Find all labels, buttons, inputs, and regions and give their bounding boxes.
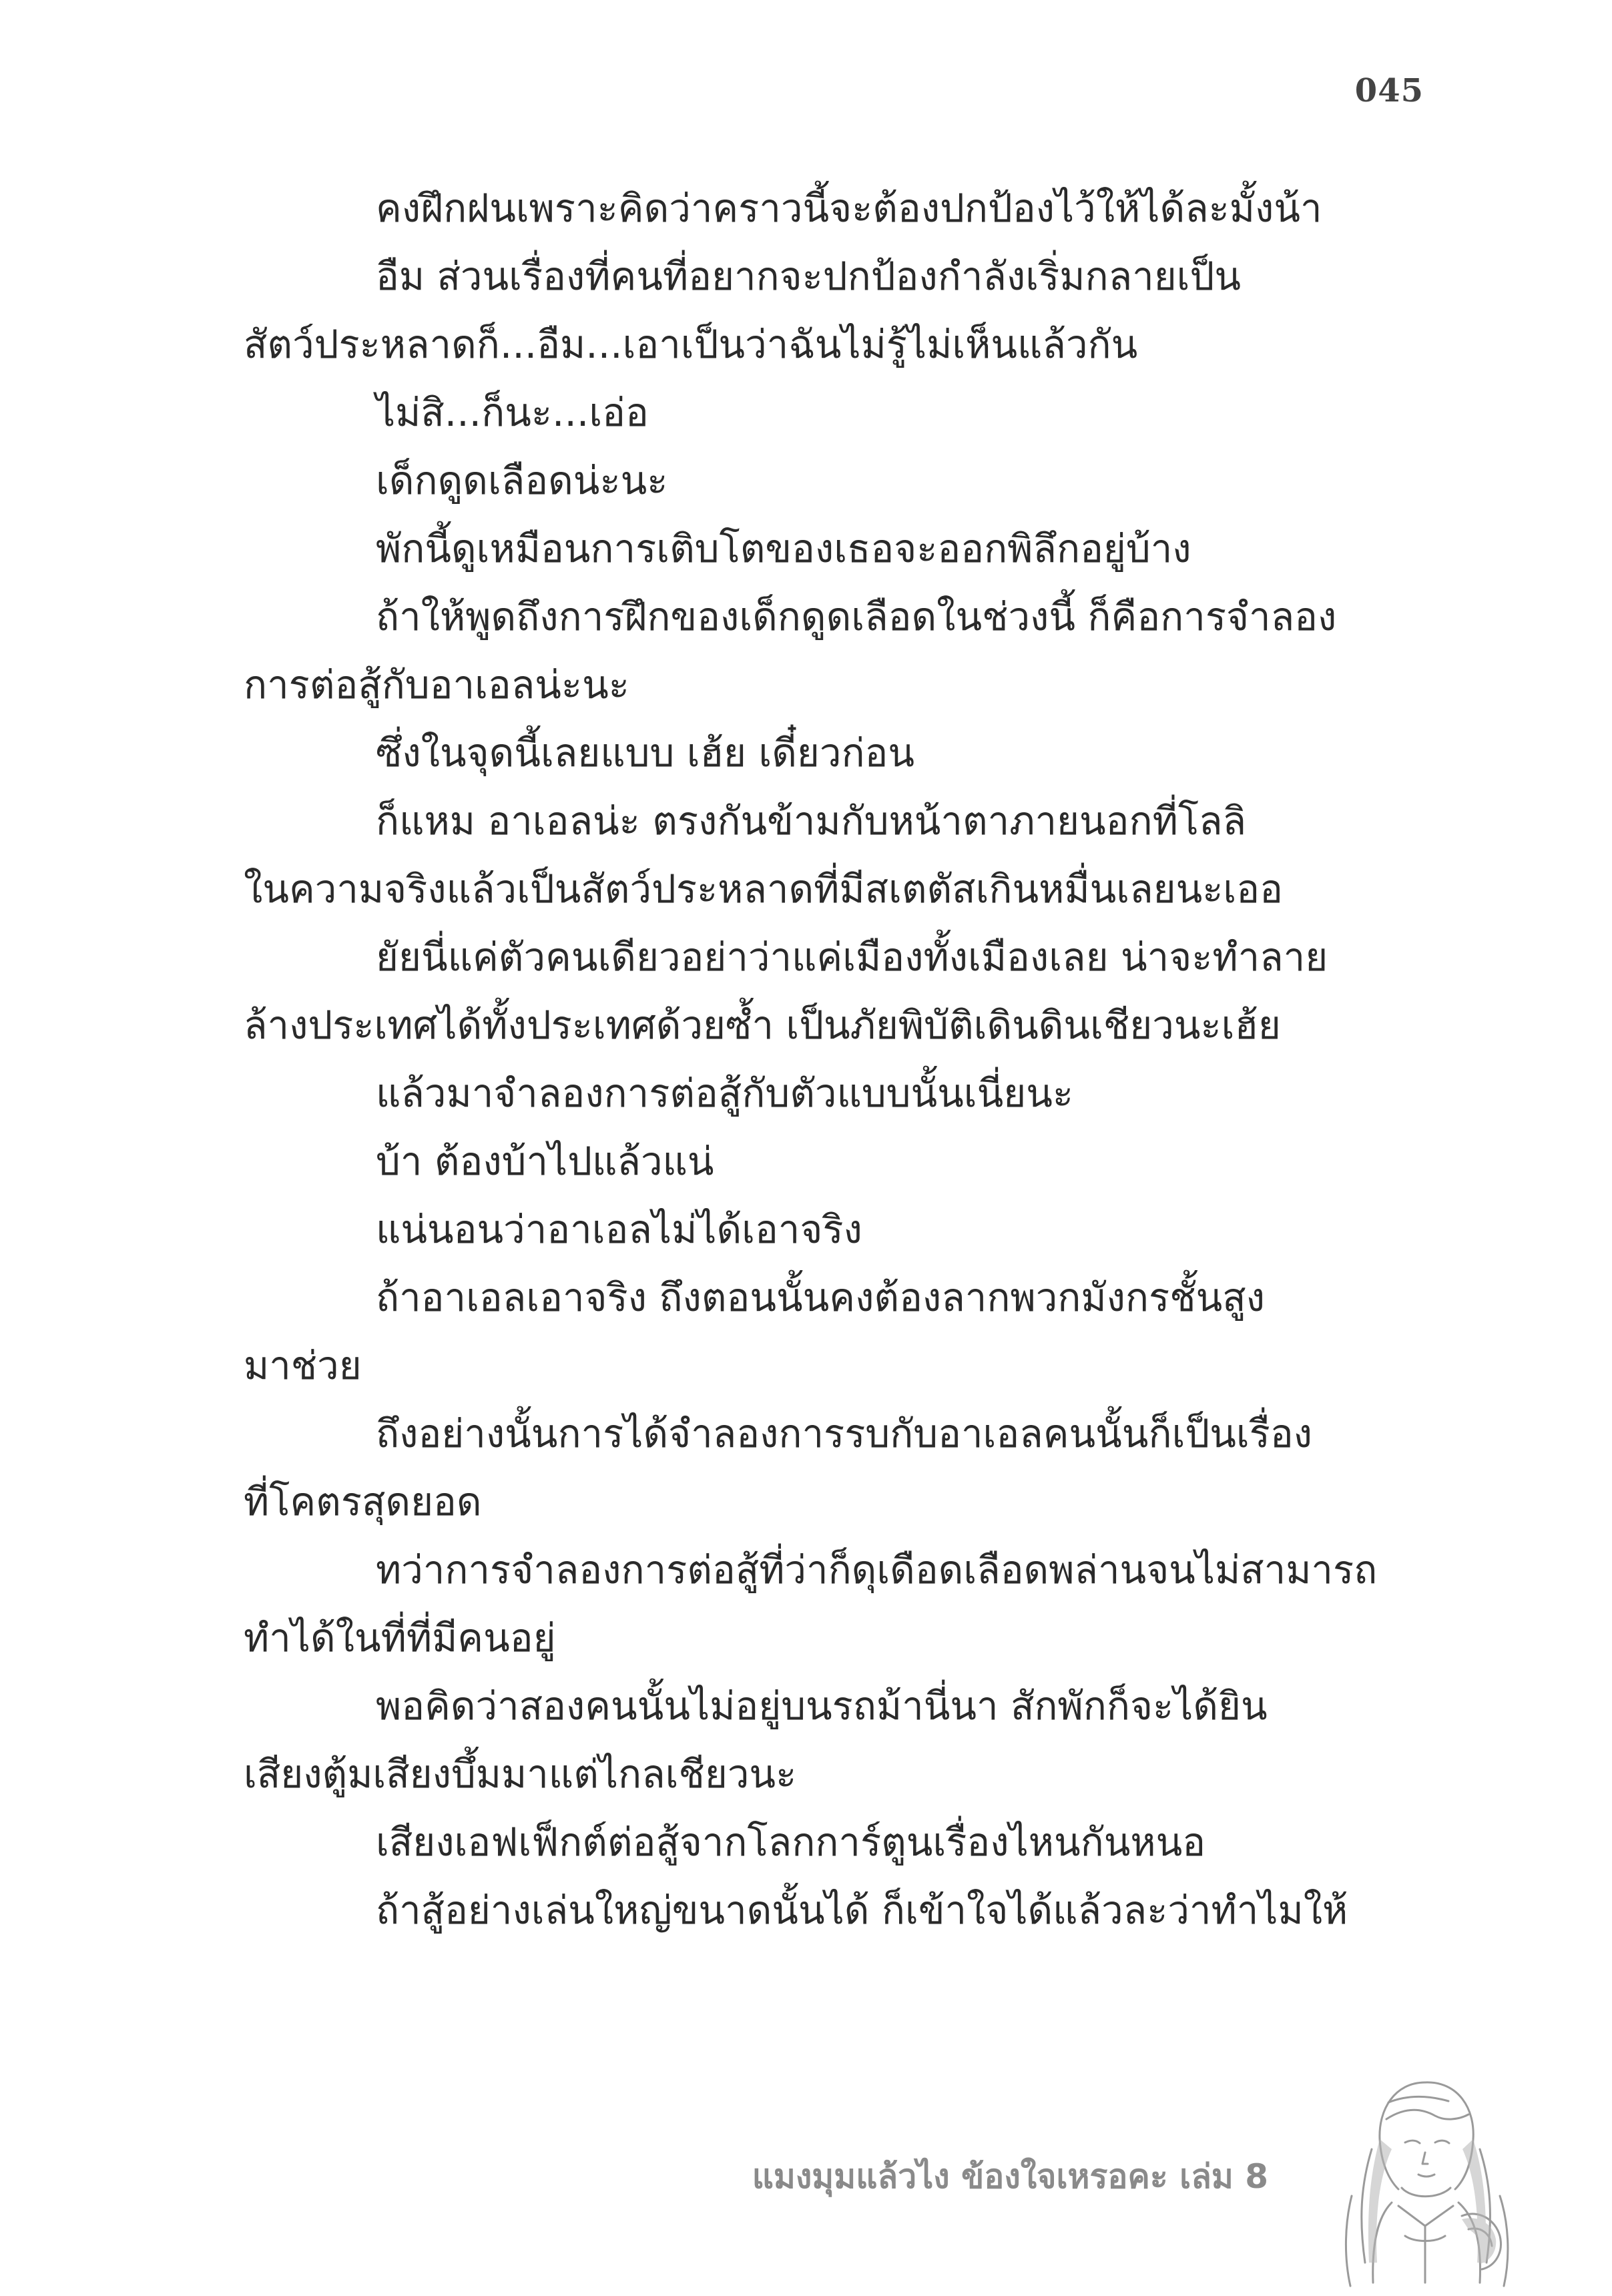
text-line: ซึ่งในจุดนี้เลยแบบ เฮ้ย เดี๋ยวก่อน [376, 730, 915, 776]
footer-book-title: แมงมุมแล้วไง ข้องใจเหรอคะ เล่ม 8 [752, 2157, 1268, 2196]
text-line: เสียงตู้มเสียงบึ้มมาแต่ไกลเชียวนะ [244, 1751, 797, 1797]
page-number: 045 [1354, 72, 1424, 109]
text-line: ยัยนี่แค่ตัวคนเดียวอย่าว่าแค่เมืองทั้งเมืองเลย น่าจะทำลาย [376, 934, 1328, 980]
text-line: บ้า ต้องบ้าไปแล้วแน่ [376, 1139, 714, 1184]
text-line: แน่นอนว่าอาเอลไม่ได้เอาจริง [376, 1207, 862, 1252]
text-line: ก็แหม อาเอลน่ะ ตรงกันข้ามกับหน้าตาภายนอกที่โลลิ [376, 798, 1247, 844]
text-line: แล้วมาจำลองการต่อสู้กับตัวแบบนั้นเนี่ยนะ [376, 1071, 1074, 1116]
text-line: ในความจริงแล้วเป็นสัตว์ประหลาดที่มีสเตตัสเกินหมื่นเลยนะเออ [244, 866, 1283, 912]
text-line: เสียงเอฟเฟ็กต์ต่อสู้จากโลกการ์ตูนเรื่องไหนกันหนอ [376, 1819, 1206, 1865]
text-line: คงฝึกฝนเพราะคิดว่าคราวนี้จะต้องปกป้องไว้ให้ได้ละมั้งน้า [376, 186, 1322, 231]
text-line: ไม่สิ...ก็นะ...เอ่อ [376, 390, 649, 435]
text-line: ทว่าการจำลองการต่อสู้ที่ว่าก็ดุเดือดเลือดพล่านจนไม่สามารถ [376, 1547, 1378, 1593]
text-line: ถึงอย่างนั้นการได้จำลองการรบกับอาเอลคนนั้นก็เป็นเรื่อง [376, 1411, 1312, 1456]
character-illustration-icon [1325, 2062, 1525, 2289]
text-line: ทำได้ในที่ที่มีคนอยู่ [244, 1615, 556, 1661]
text-line: ถ้าสู้อย่างเล่นใหญ่ขนาดนั้นได้ ก็เข้าใจได้แล้วละว่าทำไมให้ [376, 1888, 1348, 1933]
text-line: พักนี้ดูเหมือนการเติบโตของเธอจะออกพิลึกอยู่บ้าง [376, 526, 1191, 571]
text-line: ถ้าให้พูดถึงการฝึกของเด็กดูดเลือดในช่วงนี้ ก็คือการจำลอง [376, 594, 1337, 639]
text-line: พอคิดว่าสองคนนั้นไม่อยู่บนรถม้านี่นา สักพักก็จะได้ยิน [376, 1683, 1268, 1729]
text-line: เด็กดูดเลือดน่ะนะ [376, 458, 668, 503]
text-line: มาช่วย [244, 1343, 362, 1388]
text-line: ที่โคตรสุดยอด [244, 1479, 482, 1524]
text-line: สัตว์ประหลาดก็...อืม...เอาเป็นว่าฉันไม่รู้ไม่เห็นแล้วกัน [244, 322, 1138, 367]
text-line: การต่อสู้กับอาเอลน่ะนะ [244, 662, 629, 707]
text-line: อืม ส่วนเรื่องที่คนที่อยากจะปกป้องกำลังเริ่มกลายเป็น [376, 254, 1241, 299]
text-line: ล้างประเทศได้ทั้งประเทศด้วยซ้ำ เป็นภัยพิบัติเดินดินเชียวนะเฮ้ย [244, 1002, 1281, 1048]
text-line: ถ้าอาเอลเอาจริง ถึงตอนนั้นคงต้องลากพวกมังกรชั้นสูง [376, 1275, 1265, 1320]
